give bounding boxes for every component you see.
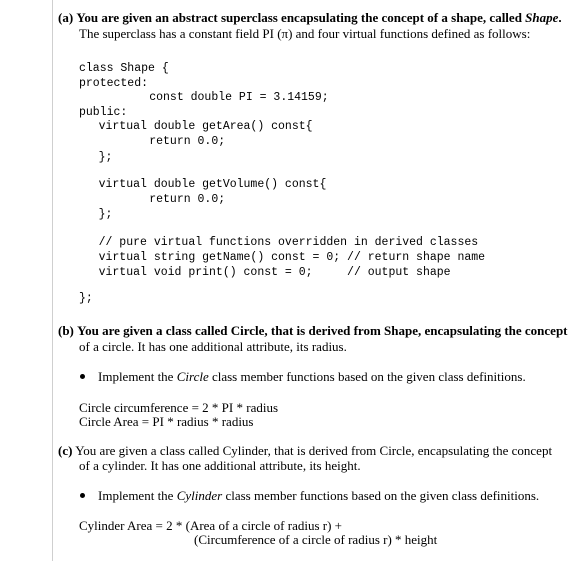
part-b-label: (b): [58, 323, 74, 338]
code-line: };: [71, 151, 113, 164]
part-c-line-1: [58, 443, 552, 459]
part-c-label: (c): [58, 443, 73, 458]
code-line: virtual string getName() const = 0; // return shape name: [71, 251, 486, 264]
code-line: };: [71, 208, 113, 221]
part-c-formula-2: (Circumference of a circle of radius r) * height: [194, 532, 438, 547]
part-c-line-2: of a cylinder. It has one additional attribute, its height.: [79, 458, 361, 473]
part-a-label: (a): [58, 10, 74, 25]
part-c-text-1: You are given a class called Cylinder, that is derived from Circle, encapsulating the concept: [75, 443, 553, 458]
part-b-line-2: of a circle. It has one additional attribute, its radius.: [79, 339, 347, 354]
part-a-text-1: You are given an abstract superclass encapsulating the concept of a shape, called Shape.: [76, 10, 562, 25]
part-a-line-2: The superclass has a constant field PI (π) and four virtual functions defined as follows:: [79, 26, 531, 41]
part-b-line-1: [58, 323, 568, 339]
code-line: const double PI = 3.14159;: [94, 91, 329, 104]
bullet-icon: [80, 493, 85, 498]
code-line: public:: [79, 106, 128, 119]
code-line: return 0.0;: [94, 193, 226, 206]
part-b-text-1: You are given a class called Circle, that is derived from Shape, encapsulating the concept: [77, 323, 568, 338]
part-b-formula-2: Circle Area = PI * radius * radius: [79, 414, 254, 429]
code-line: };: [79, 292, 93, 305]
code-line: protected:: [79, 77, 149, 90]
code-line: return 0.0;: [94, 135, 226, 148]
code-line: class Shape {: [79, 62, 169, 75]
code-line: virtual void print() const = 0; // output shape: [71, 266, 451, 279]
part-c-formula-1: Cylinder Area = 2 * (Area of a circle of radius r) +: [79, 518, 343, 533]
bullet-icon: [80, 374, 85, 379]
code-line: virtual double getArea() const{: [71, 120, 313, 133]
part-b-formula-1: Circle circumference = 2 * PI * radius: [79, 400, 279, 415]
code-line: // pure virtual functions overridden in derived classes: [71, 236, 479, 249]
part-c-bullet: Implement the Cylinder class member functions based on the given class definitions.: [98, 488, 540, 503]
part-a-line-1: [58, 10, 562, 26]
code-line: virtual double getVolume() const{: [71, 178, 327, 191]
part-b-bullet: Implement the Circle class member functions based on the given class definitions.: [98, 369, 526, 384]
